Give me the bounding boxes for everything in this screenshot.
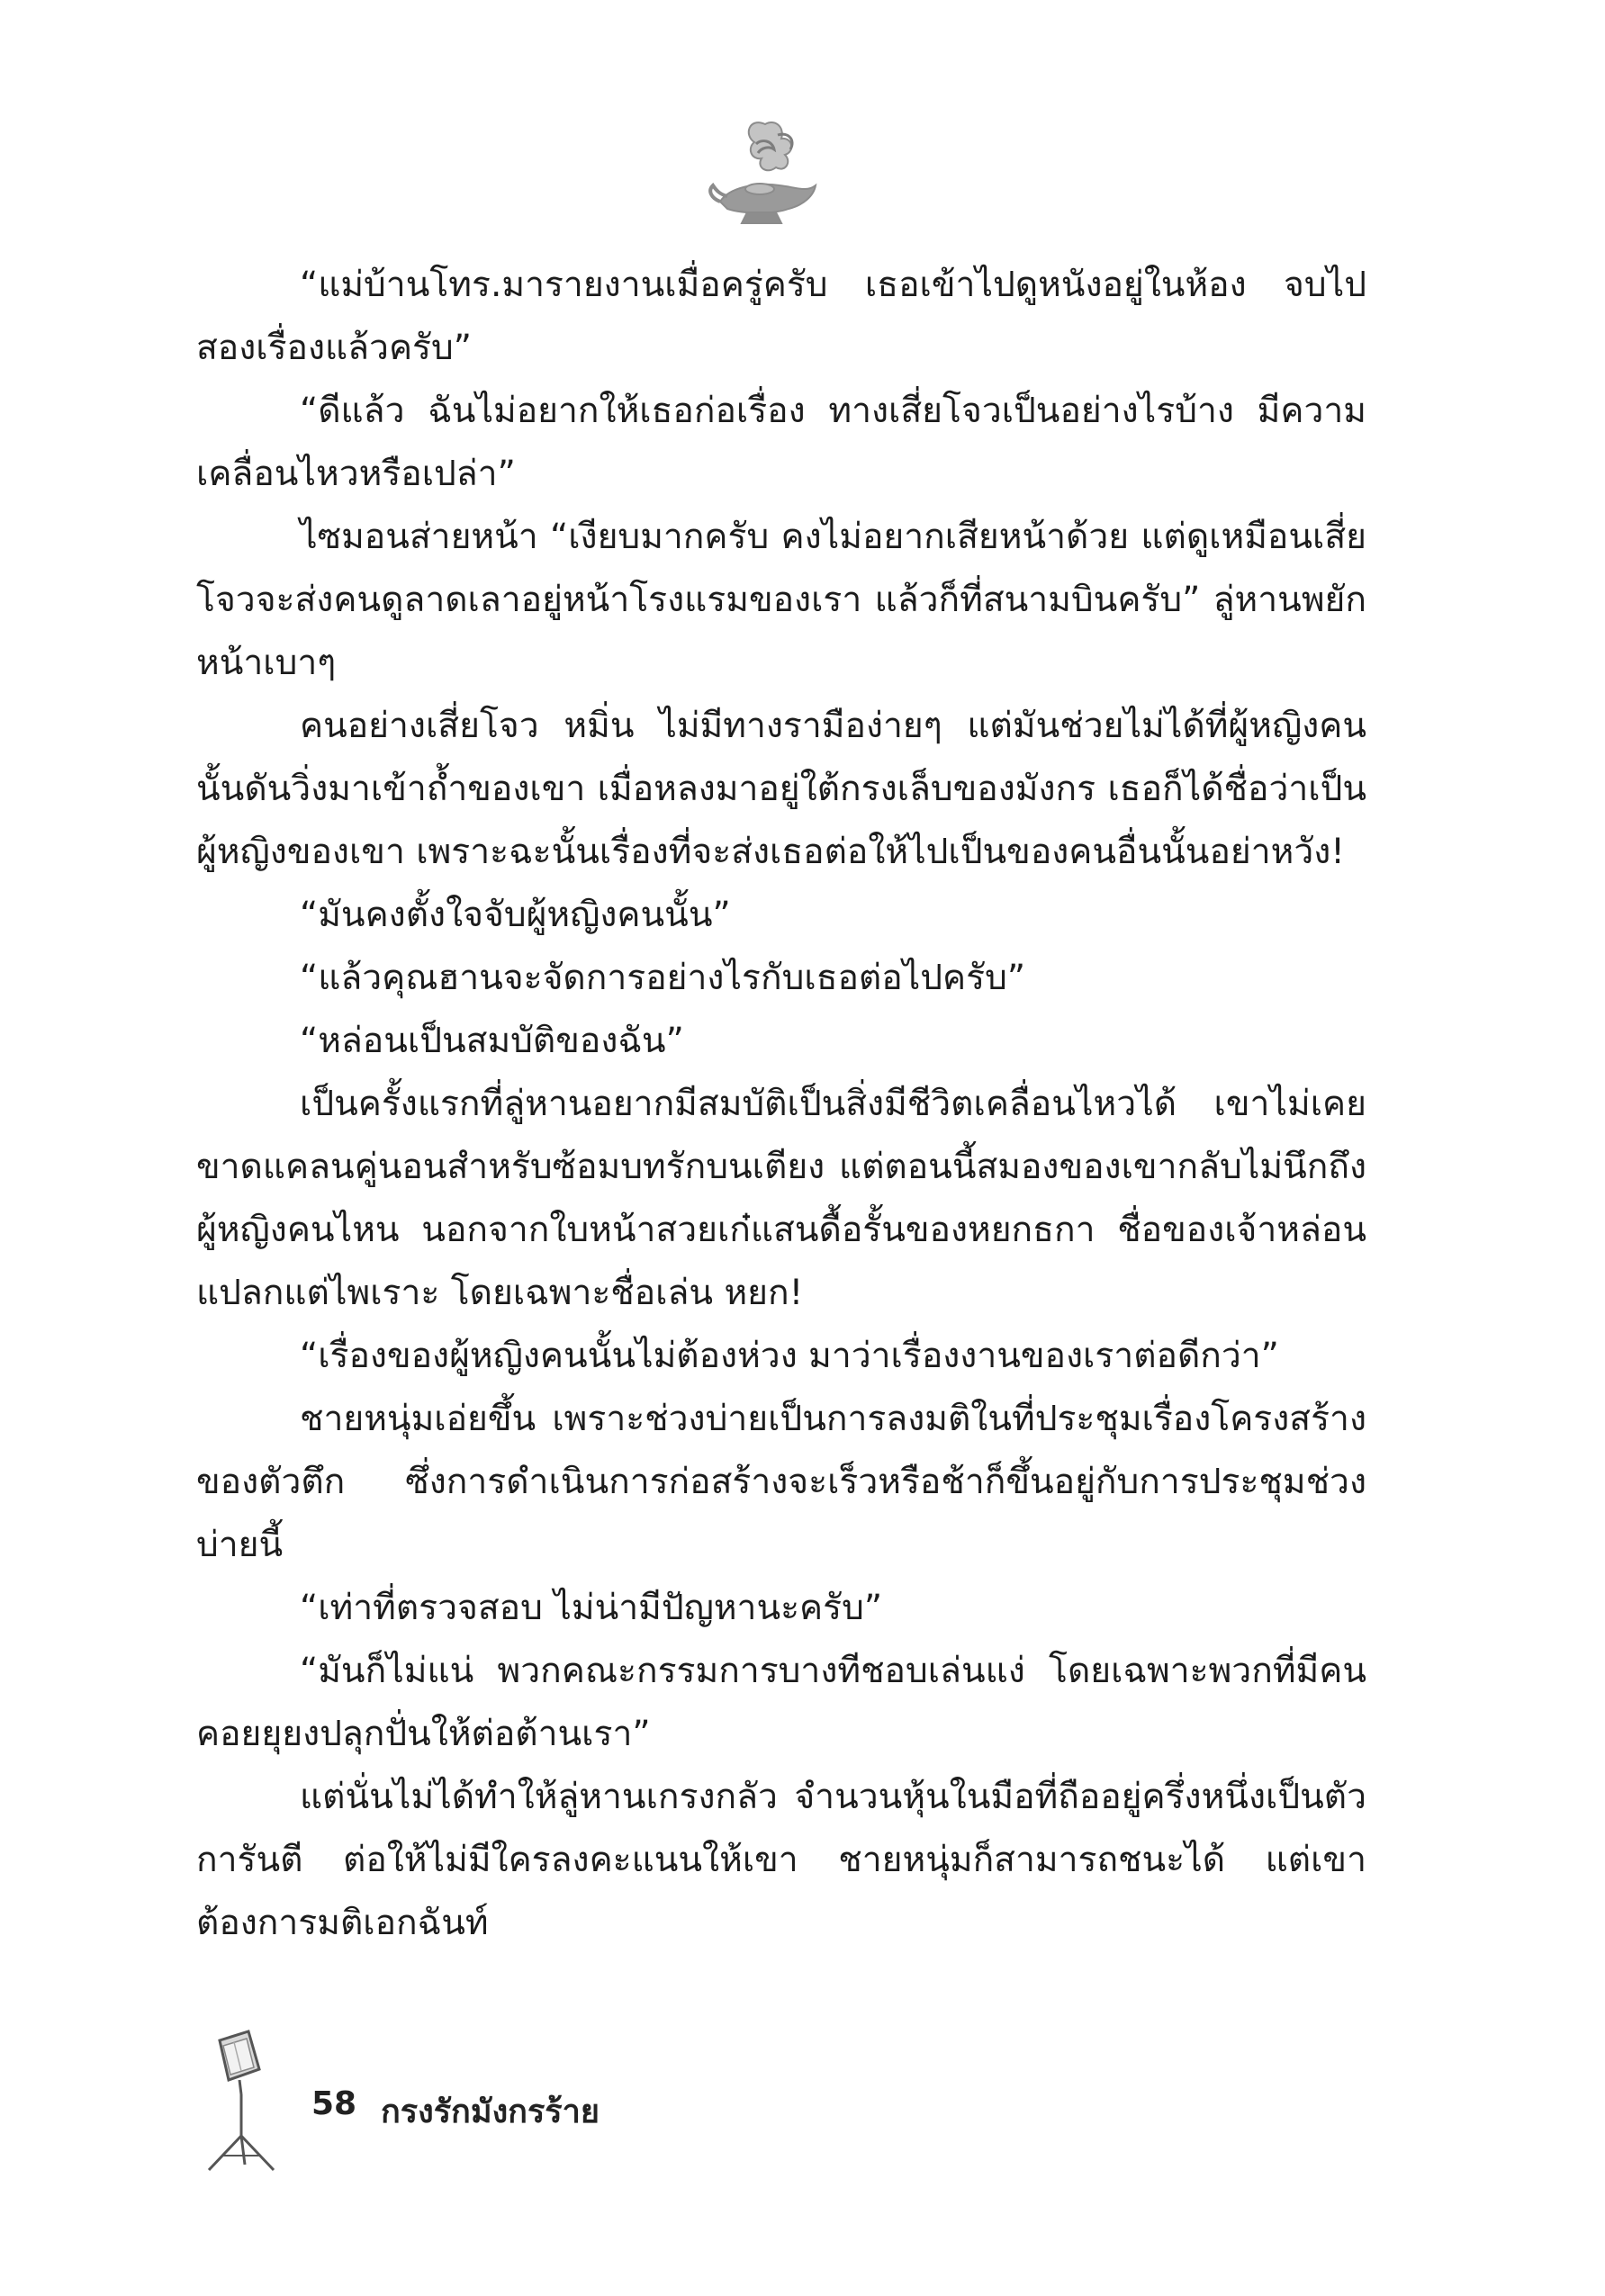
paragraph: เป็นครั้งแรกที่ลู่หานอยากมีสมบัติเป็นสิ่งมีชีวิตเคลื่อนไหวได้ เขาไม่เคยขาดแคลนคู่นอนสำหรับซ้อมบทรักบนเตียง แต่ตอนนี้สมองของเขากลับไม่นึกถึงผู้หญิงคนไหน นอกจากใบหน้าสวยเก๋แสนดื้อรั้นของหยกธกา ชื่อของเจ้าหล่อนแปลกแต่ไพเราะ โดยเฉพาะชื่อเล่น หยก! <box>196 1084 1366 1313</box>
studio-light-icon <box>196 2030 304 2174</box>
paragraph: “แล้วคุณฮานจะจัดการอย่างไรกับเธอต่อไปครับ” <box>300 958 1026 998</box>
paragraph: “มันก็ไม่แน่ พวกคณะกรรมการบางทีชอบเล่นแง่ โดยเฉพาะพวกที่มีคนคอยยุยงปลุกปั่นให้ต่อต้านเรา” <box>196 1651 1366 1754</box>
paragraph: แต่นั่นไม่ได้ทำให้ลู่หานเกรงกลัว จำนวนหุ้นในมือที่ถืออยู่ครึ่งหนึ่งเป็นตัวการันตี ต่อให้ไม่มีใครลงคะแนนให้เขา ชายหนุ่มก็สามารถชนะได้ แต่เขาต้องการมติเอกฉันท์ <box>196 1777 1366 1943</box>
paragraph: “มันคงตั้งใจจับผู้หญิงคนนั้น” <box>300 895 731 935</box>
body-text <box>196 254 1366 1955</box>
paragraph: “ดีแล้ว ฉันไม่อยากให้เธอก่อเรื่อง ทางเสี่ยโจวเป็นอย่างไรบ้าง มีความเคลื่อนไหวหรือเปล่า” <box>196 391 1366 494</box>
page-footer <box>196 2030 736 2174</box>
book-title: กรงรักมังกรร้าย <box>381 2093 600 2130</box>
paragraph: “หล่อนเป็นสมบัติของฉัน” <box>300 1021 684 1061</box>
paragraph: ชายหนุ่มเอ่ยขึ้น เพราะช่วงบ่ายเป็นการลงมติในที่ประชุมเรื่องโครงสร้างของตัวตึก ซึ่งการดำเนินการก่อสร้างจะเร็วหรือช้าก็ขึ้นอยู่กับการประชุมช่วงบ่ายนี้ <box>196 1399 1366 1565</box>
paragraph: “เรื่องของผู้หญิงคนนั้นไม่ต้องห่วง มาว่าเรื่องงานของเราต่อดีกว่า” <box>300 1336 1279 1376</box>
page-number: 58 <box>311 2085 357 2122</box>
paragraph: “เท่าที่ตรวจสอบ ไม่น่ามีปัญหานะครับ” <box>300 1588 883 1628</box>
paragraph: คนอย่างเสี่ยโจว หมิ่น ไม่มีทางรามือง่ายๆ แต่มันช่วยไม่ได้ที่ผู้หญิงคนนั้นดันวิ่งมาเข้าถ้ำของเขา เมื่อหลงมาอยู่ใต้กรงเล็บของมังกร เธอก็ได้ชื่อว่าเป็นผู้หญิงของเขา เพราะฉะนั้นเรื่องที่จะส่งเธอต่อให้ไปเป็นของคนอื่นนั้นอย่าหวัง! <box>196 706 1366 872</box>
paragraph: “แม่บ้านโทร.มารายงานเมื่อครู่ครับ เธอเข้าไปดูหนังอยู่ในห้อง จบไปสองเรื่องแล้วครับ” <box>196 265 1366 368</box>
magic-lamp-icon <box>702 108 828 243</box>
paragraph: ไซมอนส่ายหน้า “เงียบมากครับ คงไม่อยากเสียหน้าด้วย แต่ดูเหมือนเสี่ยโจวจะส่งคนดูลาดเลาอยู่หน้าโรงแรมของเรา แล้วก็ที่สนามบินครับ” ลู่หานพยักหน้าเบาๆ <box>196 517 1366 683</box>
